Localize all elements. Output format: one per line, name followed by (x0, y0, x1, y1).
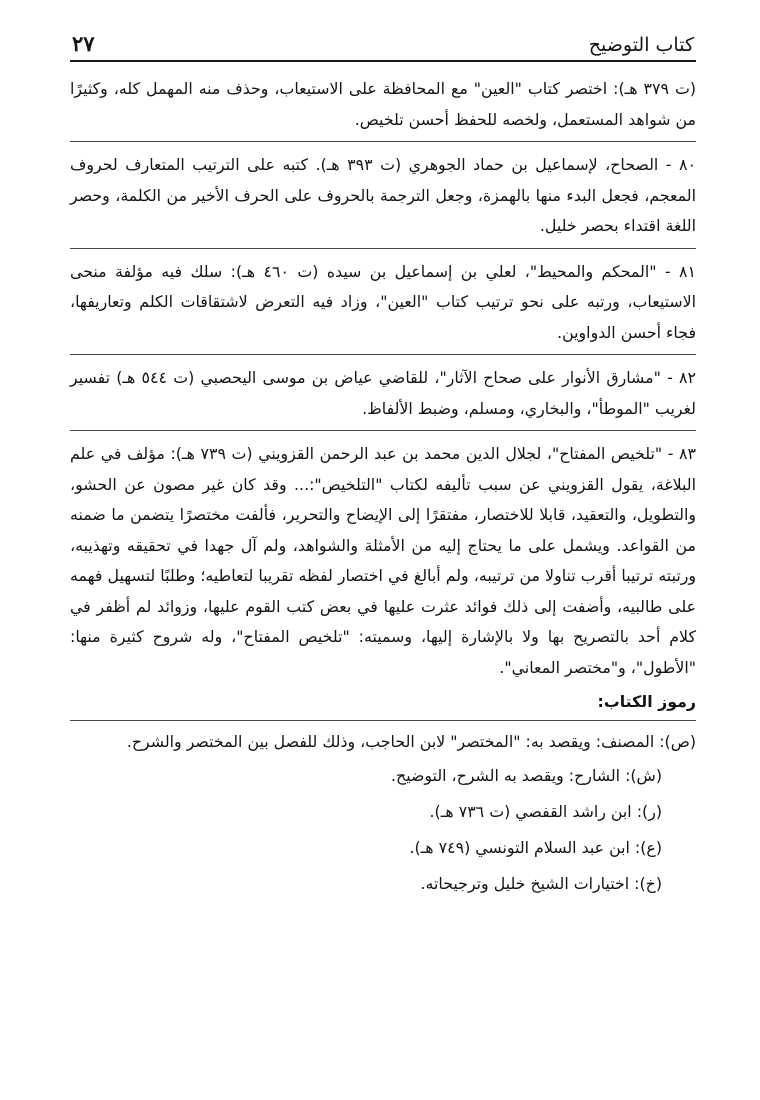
body-text (70, 74, 696, 899)
abbreviation-item: (ر): ابن راشد القفصي (ت ٧٣٦ هـ). (429, 802, 662, 821)
running-header (70, 28, 696, 62)
entry-82-mashariq: ٨٢ - "مشارق الأنوار على صحاح الآثار"، للقاضي عياض بن موسى اليحصبي (ت ٥٤٤ هـ) تفسير لغريب "الموطأ"، والبخاري، ومسلم، وضبط الألفاظ. (70, 354, 696, 424)
entry-83-talkhis: ٨٣ - "تلخيص المفتاح"، لجلال الدين محمد بن عبد الرحمن القزويني (ت ٧٣٩ هـ): مؤلف في علم البلاغة، يقول القزويني عن سبب تأليفه لكتاب "التلخيص":... وقد كان غير مصون عن الحشو، والتطويل، والتعقيد، قابلا للاختصار، مفتقرًا إلى الإيضاح والتحرير، فألفت مختصرًا يتضمن ما ضمنه من القواعد. ويشمل على ما يحتاج إليه من الأمثلة والشواهد، ولم آل جهدا في تحقيقه وتهذيبه، ورتبته ترتيبا أقرب تناولا من ترتيبه، ولم أبالغ في اختصار لفظه تقريبا لتعاطيه؛ وطلبًا لتسهيل فهمه على طالبيه، وأضفت إلى ذلك فوائد عثرت عليها في بعض كتب القوم عليها، وزوائد لم أظفر في كلام أحد بالتصريح بها ولا بالإشارة إليها، وسميته: "تلخيص المفتاح"، وله شروح كثيرة منها: "الأطول"، و"مختصر المعاني". (70, 430, 696, 683)
entry-80-sihah: ٨٠ - الصحاح، لإسماعيل بن حماد الجوهري (ت ٣٩٣ هـ). كتبه على الترتيب المتعارف لحروف المعجم، فجعل البدء منها بالهمزة، وجعل الترجمة بالحروف على الحرف الأخير من الكلمة، وحصر اللغة اقتداء بحصر خليل. (70, 141, 696, 242)
page-number: ٢٧ (72, 31, 95, 56)
book-page (70, 28, 696, 905)
abbreviation-item: (ش): الشارح: ويقصد به الشرح، التوضيح. (391, 766, 662, 785)
key-intro: (ص): المصنف: ويقصد به: "المختصر" لابن الحاجب، وذلك للفصل بين المختصر والشرح. (70, 720, 696, 758)
abbreviation-item: (خ): اختيارات الشيخ خليل وترجيحاته. (420, 874, 662, 893)
entry-81-muhkam: ٨١ - "المحكم والمحيط"، لعلي بن إسماعيل بن سيده (ت ٤٦٠ هـ): سلك فيه مؤلفة منحى الاستيعاب، ورتبه على نحو ترتيب كتاب "العين"، وزاد فيه التعرض لاشتقاقات الكلم وتعاريفها، فجاء أحسن الدواوين. (70, 248, 696, 349)
abbreviation-item: (ع): ابن عبد السلام التونسي (٧٤٩ هـ). (409, 838, 662, 857)
paragraph-continuation: (ت ٣٧٩ هـ): اختصر كتاب "العين" مع المحافظة على الاستيعاب، وحذف منه المهمل كله، وكثيرًا من شواهد المستعمل، ولخصه للحفظ أحسن تلخيص. (70, 79, 696, 129)
running-title: كتاب التوضيح (588, 34, 694, 56)
abbreviation-list (70, 761, 696, 899)
section-heading-keys: رموز الكتاب: (597, 692, 696, 711)
